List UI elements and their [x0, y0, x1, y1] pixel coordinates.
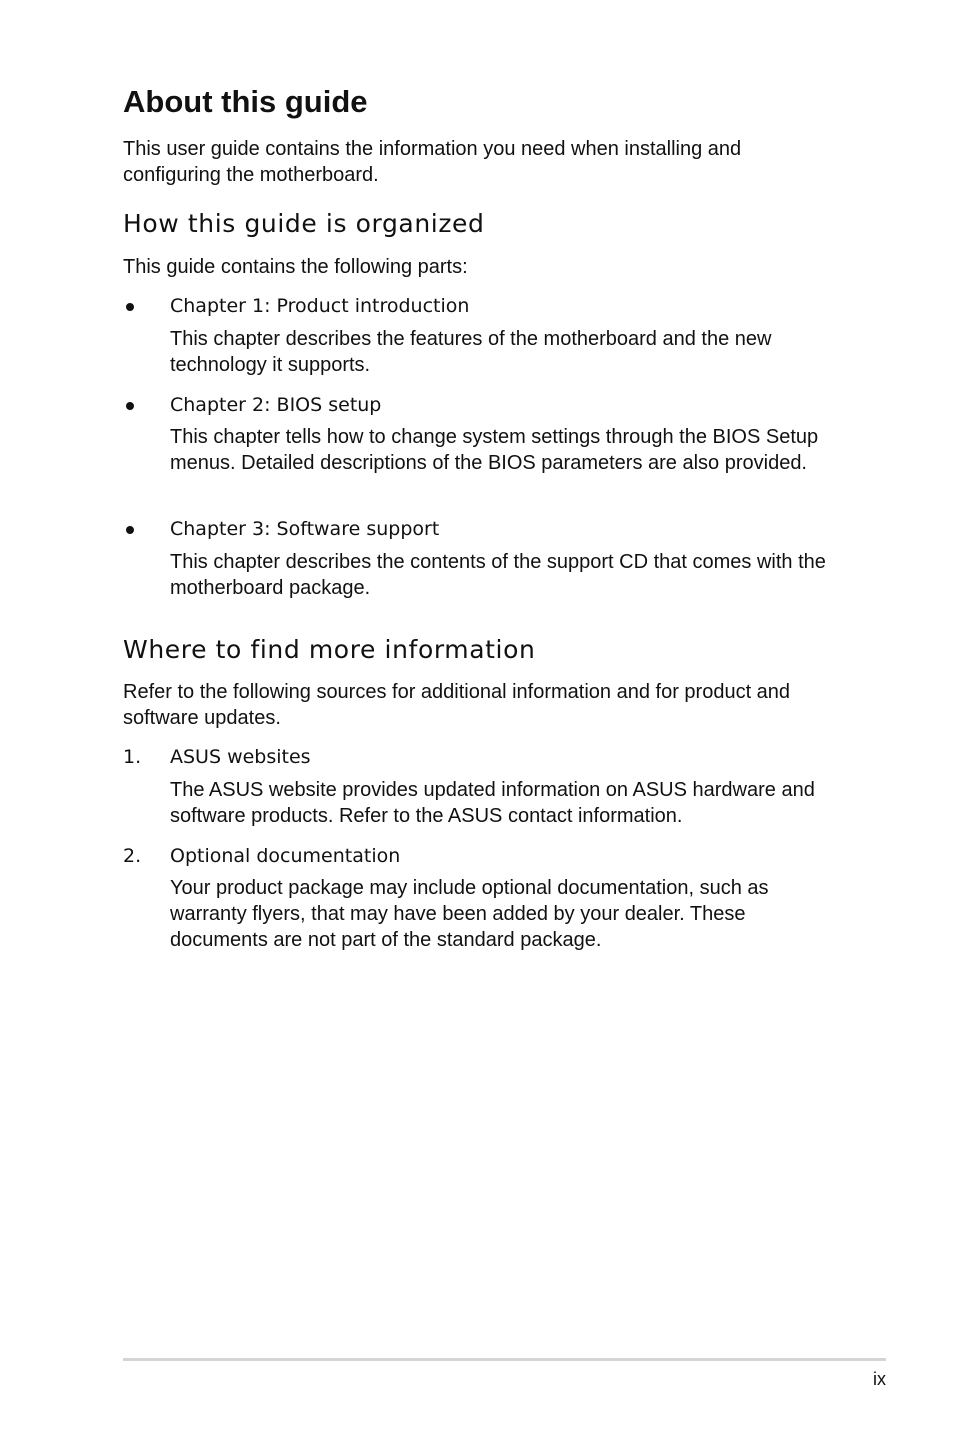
source-title: Optional documentation [170, 845, 401, 867]
item-number: 2. [123, 845, 142, 867]
footer-divider [123, 1358, 886, 1361]
section-heading-more-info: Where to find more information [123, 635, 536, 664]
bullet-icon [126, 303, 134, 311]
chapter-description: This chapter describes the contents of the support CD that comes with the motherboard package. [170, 551, 826, 599]
intro-paragraph: This user guide contains the information you need when installing and configuring the motherboard. [123, 138, 742, 186]
more-info-lead: Refer to the following sources for additional information and for product and software updates. [123, 681, 791, 729]
organization-lead: This guide contains the following parts: [123, 256, 468, 278]
chapter-title: Chapter 2: BIOS setup [170, 394, 382, 416]
section-heading-organization: How this guide is organized [123, 209, 485, 238]
chapter-description: This chapter tells how to change system settings through the BIOS Setup menus. Detailed descriptions of the BIOS parameters are also provided. [170, 426, 819, 474]
page-number: ix [873, 1369, 886, 1389]
source-description: The ASUS website provides updated information on ASUS hardware and software products. Refer to the ASUS contact information. [170, 779, 815, 827]
bullet-icon [126, 526, 134, 534]
page-title: About this guide [123, 84, 368, 119]
chapter-title: Chapter 3: Software support [170, 518, 440, 540]
item-number: 1. [123, 746, 142, 768]
source-title: ASUS websites [170, 746, 311, 768]
bullet-icon [126, 402, 134, 410]
chapter-title: Chapter 1: Product introduction [170, 295, 470, 317]
chapter-description: This chapter describes the features of the motherboard and the new technology it supports. [170, 328, 772, 376]
source-description: Your product package may include optional documentation, such as warranty flyers, that may have been added by your dealer. These documents are not part of the standard package. [170, 877, 769, 951]
